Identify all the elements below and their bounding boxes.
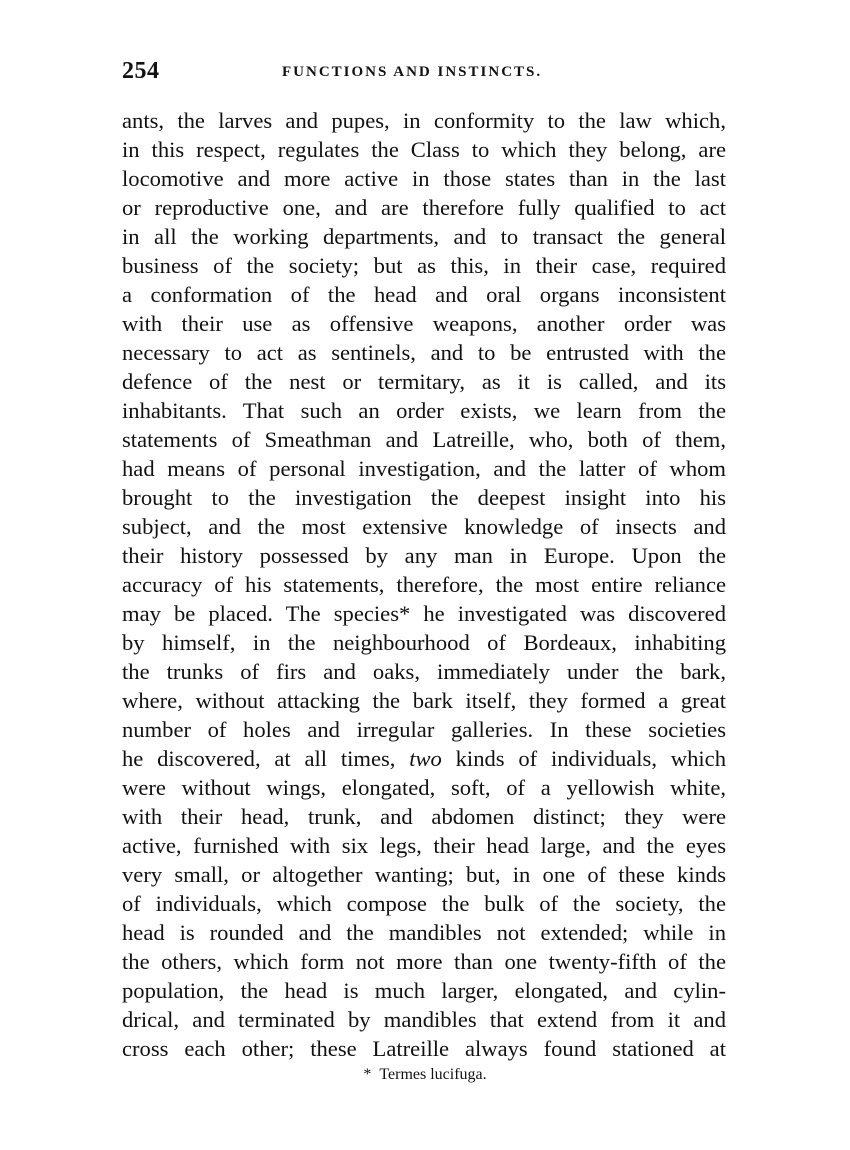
text-line: the others, which form not more than one twenty-fifth of the [122, 949, 726, 974]
running-head: FUNCTIONS AND INSTINCTS. [282, 64, 543, 80]
text-line: or reproductive one, and are therefore fully qualified to act [122, 195, 726, 220]
text-line: a conformation of the head and oral organs inconsistent [122, 282, 726, 307]
text-line: may be placed. The species* he investigated was discovered [122, 601, 726, 626]
body-text [122, 106, 726, 1063]
italic-word: two [409, 746, 442, 771]
text-line: business of the society; but as this, in their case, required [122, 253, 726, 278]
text-line: number of holes and irregular galleries. In these societies [122, 717, 726, 742]
footnote-marker: * [363, 1066, 372, 1083]
text-line: ants, the larves and pupes, in conformity to the law which, [122, 108, 726, 133]
text-line: in this respect, regulates the Class to which they belong, are [122, 137, 726, 162]
text-line: active, furnished with six legs, their head large, and the eyes [122, 833, 726, 858]
text-line: brought to the investigation the deepest insight into his [122, 485, 726, 510]
text-line: inhabitants. That such an order exists, we learn from the [122, 398, 726, 423]
footnote [0, 1066, 850, 1084]
text-line: defence of the nest or termitary, as it is called, and its [122, 369, 726, 394]
text-line: subject, and the most extensive knowledge of insects and [122, 514, 726, 539]
text-line: very small, or altogether wanting; but, in one of these kinds [122, 862, 726, 887]
text-line: the trunks of firs and oaks, immediately under the bark, [122, 659, 726, 684]
text-line: of individuals, which compose the bulk of the society, the [122, 891, 726, 916]
text-line: cross each other; these Latreille always found stationed at [122, 1036, 726, 1061]
text-line-with-italic [122, 744, 726, 773]
text-line: with their head, trunk, and abdomen distinct; they were [122, 804, 726, 829]
text-segment: he discovered, at all times, [122, 746, 410, 771]
text-line: statements of Smeathman and Latreille, who, both of them, [122, 427, 726, 452]
text-line: were without wings, elongated, soft, of a yellowish white, [122, 775, 726, 800]
text-line: population, the head is much larger, elongated, and cylin- [122, 978, 726, 1003]
text-line: in all the working departments, and to transact the general [122, 224, 726, 249]
footnote-text: Termes lucifuga. [379, 1066, 487, 1083]
text-line: accuracy of his statements, therefore, the most entire reliance [122, 572, 726, 597]
text-segment: kinds of individuals, which [441, 746, 726, 771]
text-line: head is rounded and the mandibles not extended; while in [122, 920, 726, 945]
text-line: locomotive and more active in those states than in the last [122, 166, 726, 191]
text-line: drical, and terminated by mandibles that extend from it and [122, 1007, 726, 1032]
text-line: by himself, in the neighbourhood of Bordeaux, inhabiting [122, 630, 726, 655]
text-line: necessary to act as sentinels, and to be entrusted with the [122, 340, 726, 365]
text-line: had means of personal investigation, and the latter of whom [122, 456, 726, 481]
page-number: 254 [122, 58, 160, 84]
page-header [122, 58, 726, 88]
text-line: where, without attacking the bark itself, they formed a great [122, 688, 726, 713]
text-line: with their use as offensive weapons, another order was [122, 311, 726, 336]
text-line: their history possessed by any man in Europe. Upon the [122, 543, 726, 568]
